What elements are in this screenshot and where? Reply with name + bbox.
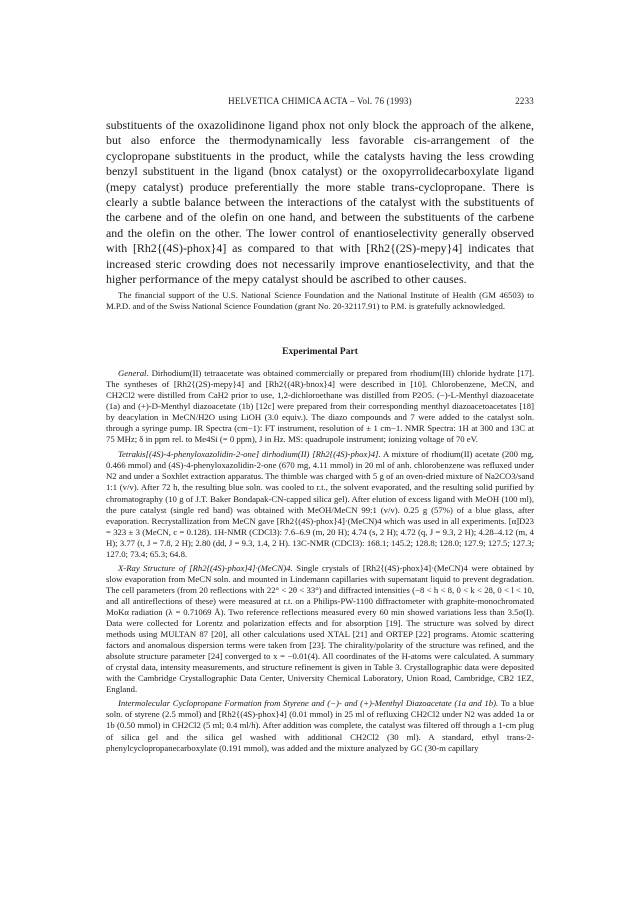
general-heading: General. [118,368,149,378]
xray-text: Single crystals of [Rh2{(4S)-phox}4]·(MeCN)4 were obtained by slow evaporation from MeCN soln. and mounted in Lindemann capillaries with supernatant liquid to prevent degradation. The cell parameters (from 20 reflections with 22° < 2θ < 33°) and diffracted intensities (−8 < h < 8, 0 < k < 28, 0 < l < 10, and all antireflections of these) were measured at r.t. on a Philips-PW-1100 diffractometer with graphite-monochromated MoKα radiation (λ = 0.71069 Å). Two reference reflections measured every 60 min showed variations less than 3.5σ(I). Data were collected for Lorentz and polarization effects and for absorption [19]. The structure was solved by direct methods using MULTAN 87 [20], all other calculations used XTAL [21] and ORTEP [22] programs. Atomic scattering factors and anomalous dispersion terms were taken from [23]. The chirality/polarity of the structure was refined, and the absolute structure parameter [24] converged to x = −0.01(4). All coordinates of the H-atoms were calculated. A summary of crystal data, intensity measurements, and structure refinement is given in Table 3. Crystallographic data were deposited with the Cambridge Crystallographic Data Center, University Chemical Laboratory, Union Road, Cambridge, CB2 1EZ, England. [106,562,534,695]
intermolecular-text: To a blue soln. of styrene (2.5 mmol) and [Rh2{(4S)-phox}4] (0.01 mmol) in 25 ml of refluxing CH2Cl2 under N2 was added 1a or 1b (0.50 mmol) in CH2Cl2 (5 ml; 0.4 ml/h). After addition was complete, the catalyst was filtered off through a 1-cm plug of silica gel and the silica gel washed with additional CH2Cl2 (30 ml). A standard, ethyl trans-2-phenylcyclopropanecarboxylate (0.191 mmol), was added and the mixture analyzed by GC (30-m capillary [106,698,534,753]
experimental-section [106,368,534,757]
running-title: HELVETICA CHIMICA ACTA – Vol. 76 (1993) [228,96,412,106]
tetrakis-heading: Tetrakis[(4S)-4-phenyloxazolidin-2-one] dirhodium(II) [Rh2{(4S)-phox}4]. [118,449,381,460]
xray-paragraph [106,563,534,696]
general-paragraph [106,368,534,445]
intermolecular-heading: Intermolecular Cyclopropane Formation from Styrene and (−)- and (+)-Menthyl Diazoacetate (1a and 1b). [118,698,499,709]
main-text [106,118,534,287]
acknowledgement [106,290,534,312]
section-title: Experimental Part [282,347,358,357]
running-header [106,96,534,110]
general-text: Dirhodium(II) tetraacetate was obtained commercially or prepared from rhodium(III) chloride hydrate [17]. The syntheses of [Rh2{(2S)-mepy}4] and [Rh2{(4R)-bnox}4] were described in [10]. Chlorobenzene, MeCN, and CH2Cl2 were distilled from CaH2 prior to use, 1,2-dichloroethane was distilled from P2O5. (−)-L-Menthyl diazoacetate (1a) and (+)-D-Menthyl diazoacetate (1b) [12c] were prepared from their corresponding menthyl diazoacetoacetates [18] by deacylation in MeCN/H2O using LiOH (3.0 equiv.). The diazo compounds and 7 were added to the catalyst soln. through a syringe pump. IR Spectra (cm−1): FT instrument, resolution of ± 1 cm−1. NMR Spectra: 1H at 300 and 13C at 75 MHz; δ in ppm rel. to Me4Si (= 0 ppm), J in Hz. MS: quadrupole instrument; ionizing voltage of 70 eV. [106,368,535,445]
body-paragraph: substituents of the oxazolidinone ligand phox not only block the approach of the alkene, but also enforce the thermodynamically less favorable cis-arrangement of the cyclopropane substituents in the product, while the catalysts having the less crowding benzyl substituent in the ligand (bnox catalyst) or the oxopyrrolidecarboxylate ligand (mepy catalyst) produce preferentially the more stable trans-cyclopropane. There is clearly a subtle balance between the interactions of the catalyst with the substituents of the carbene and of the olefin on one hand, and between the substituents of the carbene and the olefin on the other. The lower control of enantioselectivity generally observed with [Rh2{(4S)-phox}4] as compared to that with [Rh2{(2S)-mepy}4] indicates that increased steric crowding does not necessarily improve enantioselectivity, and that the higher performance of the mepy catalyst should be ascribed to other causes. [106,118,534,287]
acknowledgement-text: The financial support of the U.S. National Science Foundation and the National Institute of Health (GM 46503) to M.P.D. and of the Swiss National Science Foundation (grant No. 20-32117.91) to P.M. is gratefully acknowledged. [106,290,534,312]
tetrakis-paragraph [106,449,534,559]
page-number: 2233 [515,96,534,106]
xray-heading: X-Ray Structure of [Rh2{(4S)-phox}4]·(MeCN)4. [118,562,293,573]
tetrakis-text: A mixture of rhodium(II) acetate (200 mg, 0.466 mmol) and (4S)-4-phenyloxazolidin-2-one (670 mg, 4.11 mmol) in 20 ml of anh. chlorobenzene was refluxed under N2 and under a Soxhlet extraction apparatus. The thimble was charged with 5 g of an oven-dried mixture of Na2CO3/sand 1:1 (v/v). After 72 h, the resulting blue soln. was cooled to r.t., the solvent evaporated, and the resulting solid purified by chromatography (10 g of J.T. Baker Bondapak-CN-capped silica gel). After elution of excess ligand with MeOH (100 ml), the pure catalyst (single red band) was obtained with MeOH/MeCN 99:1 (v/v). 0.25 g (57%) of a blue glass, after evaporation. Recrystallization from MeCN gave [Rh2{(4S)-phox}4]·(MeCN)4 which was used in all experiments. [α]D23 = 323 ± 3 (MeCN, c = 0.128). 1H-NMR (CDCl3): 7.6–6.9 (m, 20 H); 4.74 (s, 2 H); 4.72 (q, J = 9.3, 2 H); 4.28–4.12 (m, 4 H); 3.77 (t, J = 7.8, 2 H); 2.80 (dd, J = 9.3, 1.4, 2 H). 13C-NMR (CDCl3): 168.1; 145.2; 128.8; 128.0; 127.9; 127.5; 127.3; 127.0; 73.4; 65.3; 64.8. [106,449,534,559]
intermolecular-paragraph [106,698,534,753]
